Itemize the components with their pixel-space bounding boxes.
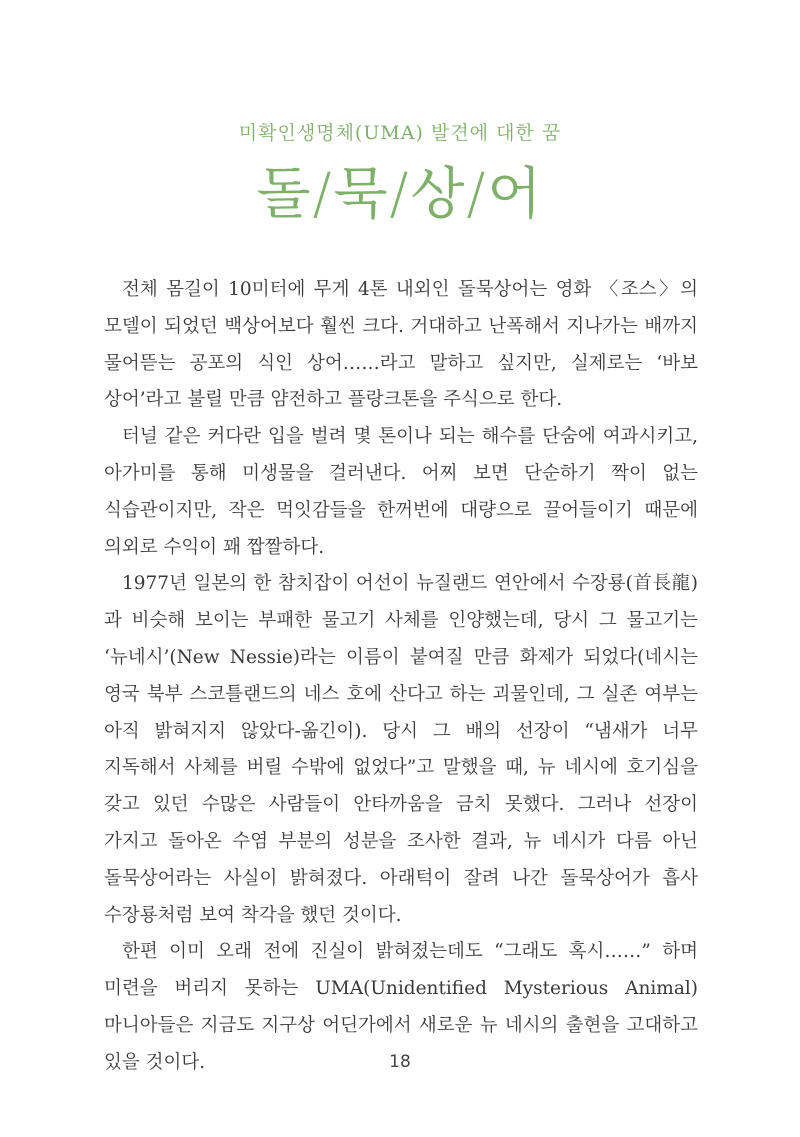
paragraph: 1977년 일본의 한 참치잡이 어선이 뉴질랜드 연안에서 수장룡(首長龍)과 비슷해 보이는 부패한 물고기 사체를 인양했는데, 당시 그 물고기는 ‘뉴네시’(New Nessie)라는 이름이 붙여질 만큼 화제가 되었다(네시는 영국 북부 스코틀랜드의 네스 호에 산다고 하는 괴물인데, 그 실존 여부는 아직 밝혀지지 않았다-옮긴이). 당시 그 배의 선장이 “냄새가 너무 지독해서 사체를 버릴 수밖에 없었다”고 말했을 때, 뉴 네시에 호기심을 갖고 있던 수많은 사람들이 안타까움을 금치 못했다. 그러나 선장이 가지고 돌아온 수염 부분의 성분을 조사한 결과, 뉴 네시가 다름 아닌 돌묵상어라는 사실이 밝혀졌다. 아래턱이 잘려 나간 돌묵상어가 흡사 수장룡처럼 보여 착각을 했던 것이다.	[104, 573, 698, 926]
page-number: 18	[389, 1052, 411, 1072]
chapter-title: 돌/묵/상/어	[256, 162, 544, 227]
paragraph: 한편 이미 오래 전에 진실이 밝혀졌는데도 “그래도 혹시……” 하며 미련을 버리지 못하는 UMA(Unidentified Mysterious Animal) 마니아들은 지금도 지구상 어딘가에서 새로운 뉴 네시의 출현을 고대하고 있을 것이다.	[104, 941, 698, 1073]
chapter-subtitle: 미확인생명체(UMA) 발견에 대한 꿈	[238, 122, 562, 144]
paragraph: 터널 같은 커다란 입을 벌려 몇 톤이나 되는 해수를 단숨에 여과시키고, 아가미를 통해 미생물을 걸러낸다. 어찌 보면 단순하기 짝이 없는 식습관이지만, 작은 먹잇감들을 한꺼번에 대량으로 끌어들이기 때문에 의외로 수익이 꽤 짭짤하다.	[104, 426, 698, 558]
paragraph: 전체 몸길이 10미터에 무게 4톤 내외인 돌묵상어는 영화 〈조스〉의 모델이 되었던 백상어보다 훨씬 크다. 거대하고 난폭해서 지나가는 배까지 물어뜯는 공포의 식인 상어……라고 말하고 싶지만, 실제로는 ‘바보 상어’라고 불릴 만큼 얌전하고 플랑크톤을 주식으로 한다.	[104, 279, 698, 411]
body-text	[104, 272, 698, 1082]
